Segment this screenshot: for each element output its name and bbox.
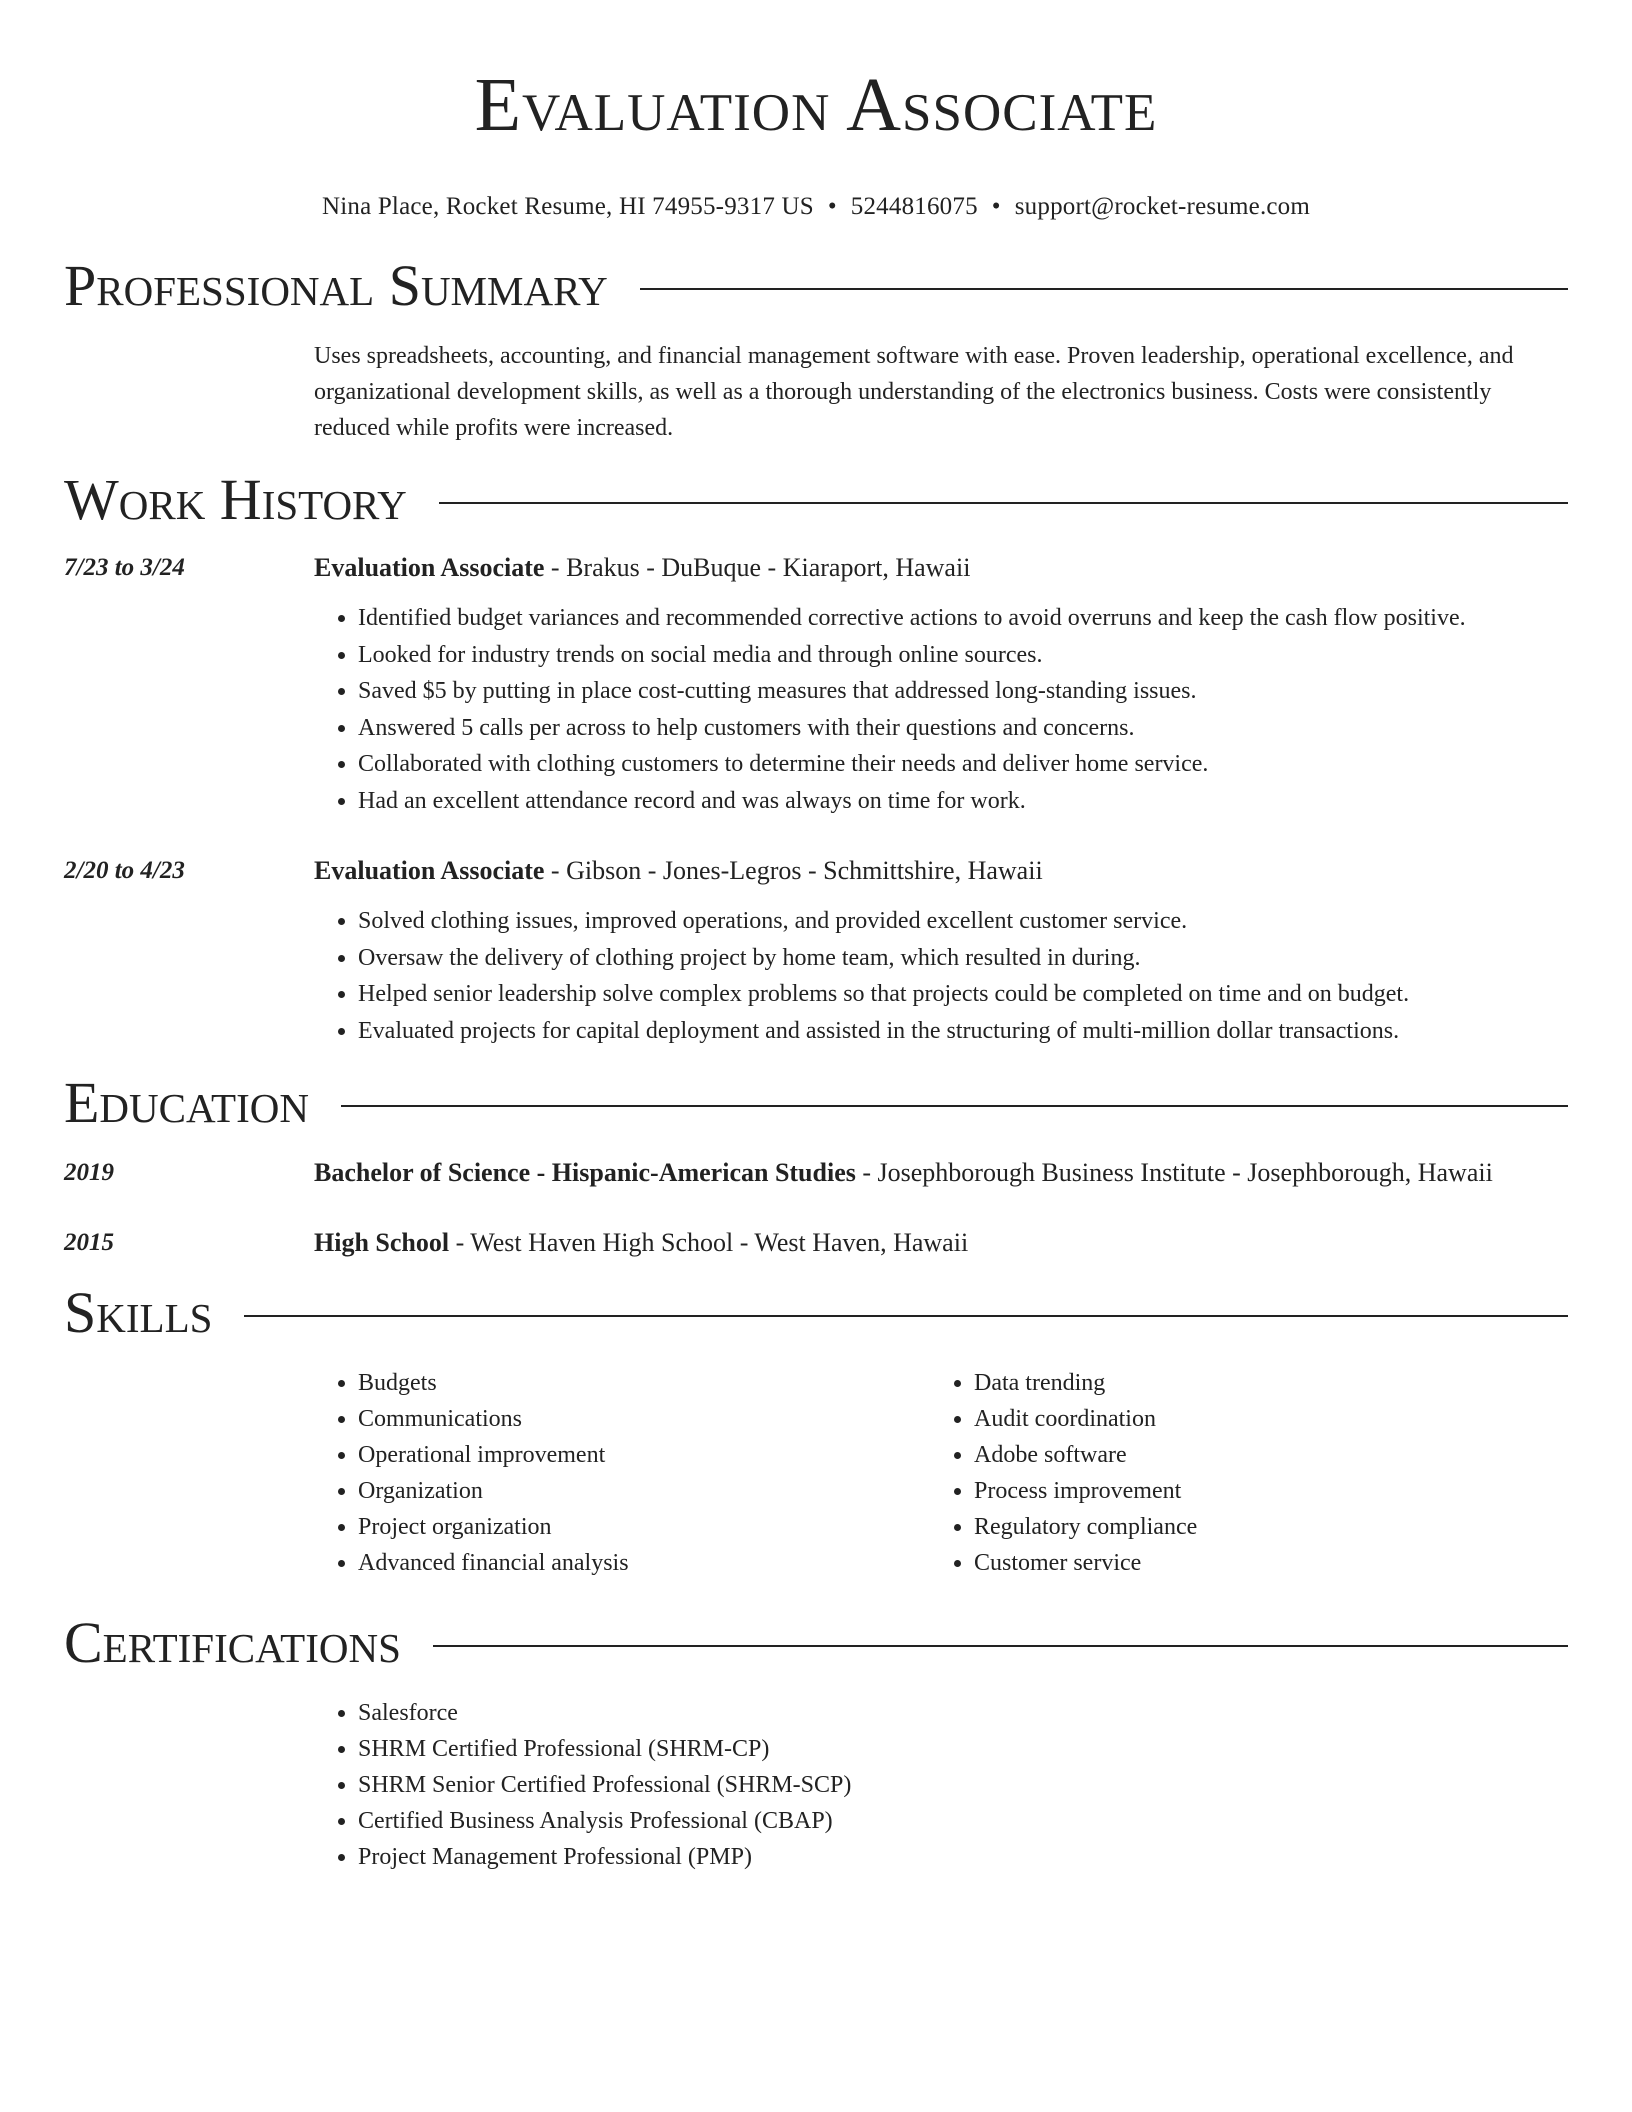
- section-title-certifications: Certifications: [64, 1610, 401, 1675]
- section-title-education: Education: [64, 1070, 309, 1135]
- skills-list-left: [314, 1365, 930, 1581]
- education-degree: High School: [314, 1228, 450, 1257]
- list-item: • Saved $5 by putting in place cost-cutting measures that addressed long-standing issues.: [358, 673, 1568, 710]
- list-item: • Regulatory compliance: [974, 1509, 1574, 1545]
- contact-phone: 5244816075: [850, 193, 978, 220]
- section-header-skills: [64, 1281, 1568, 1345]
- list-item: • Operational improvement: [358, 1437, 930, 1473]
- certifications-row: [64, 1695, 1568, 1875]
- education-body: [314, 1225, 1568, 1261]
- list-item: • Certified Business Analysis Professional (CBAP): [358, 1803, 1568, 1839]
- contact-separator: •: [991, 193, 1001, 220]
- list-item: • Helped senior leadership solve complex problems so that projects could be completed on time and on budget.: [358, 976, 1568, 1013]
- list-item: • Solved clothing issues, improved operations, and provided excellent customer service.: [358, 903, 1568, 940]
- contact-email: support@rocket-resume.com: [1014, 193, 1311, 220]
- section-divider: [439, 502, 1568, 504]
- list-item: • Data trending: [974, 1365, 1574, 1401]
- job-entry: [64, 853, 1568, 1049]
- section-divider: [433, 1645, 1568, 1647]
- contact-address: Nina Place, Rocket Resume, HI 74955-9317 US: [321, 193, 814, 220]
- resume-page: [64, 0, 1568, 1875]
- list-item: • Identified budget variances and recommended corrective actions to avoid overruns and keep the cash flow positive.: [358, 600, 1568, 637]
- list-item: • Communications: [358, 1401, 930, 1437]
- education-year: 2019: [64, 1159, 114, 1186]
- job-details: - Brakus - DuBuque - Kiaraport, Hawaii: [544, 553, 971, 582]
- list-item: • Evaluated projects for capital deployment and assisted in the structuring of multi-million dollar transactions.: [358, 1013, 1568, 1050]
- list-item: • Audit coordination: [974, 1401, 1574, 1437]
- list-item: • Had an excellent attendance record and was always on time for work.: [358, 783, 1568, 820]
- list-item: • Looked for industry trends on social media and through online sources.: [358, 637, 1568, 674]
- section-header-certifications: [64, 1611, 1568, 1675]
- summary-spacer: [64, 338, 314, 446]
- list-item: • SHRM Certified Professional (SHRM-CP): [358, 1731, 1568, 1767]
- list-item: • Organization: [358, 1473, 930, 1509]
- section-title-work-history: Work History: [64, 467, 407, 532]
- contact-line: [64, 190, 1568, 224]
- list-item: • SHRM Senior Certified Professional (SHRM-SCP): [358, 1767, 1568, 1803]
- job-position: Evaluation Associate: [314, 553, 545, 582]
- list-item: • Budgets: [358, 1365, 930, 1401]
- job-bullets: [314, 600, 1568, 819]
- certifications-body: [314, 1695, 1568, 1875]
- section-header-education: [64, 1071, 1568, 1135]
- section-title-skills: Skills: [64, 1280, 213, 1345]
- section-divider: [244, 1315, 1568, 1317]
- section-header-work-history: [64, 468, 1568, 532]
- list-item: • Customer service: [974, 1545, 1574, 1581]
- job-dates: 7/23 to 3/24: [64, 554, 185, 581]
- list-item: • Project Management Professional (PMP): [358, 1839, 1568, 1875]
- education-degree: Bachelor of Science - Hispanic-American Studies: [314, 1158, 856, 1187]
- list-item: • Answered 5 calls per across to help customers with their questions and concerns.: [358, 710, 1568, 747]
- education-year: 2015: [64, 1229, 114, 1256]
- job-heading: [314, 550, 1568, 586]
- job-body: [314, 550, 1568, 819]
- certifications-spacer: [64, 1695, 314, 1875]
- job-dates: 2/20 to 4/23: [64, 857, 185, 884]
- education-entry: [64, 1155, 1568, 1191]
- list-item: • Advanced financial analysis: [358, 1545, 930, 1581]
- skills-spacer: [64, 1345, 314, 1581]
- skills-list-right: [930, 1365, 1574, 1581]
- education-details: - Josephborough Business Institute - Josephborough, Hawaii: [855, 1158, 1493, 1187]
- section-divider: [341, 1105, 1568, 1107]
- section-title-summary: Professional Summary: [64, 253, 608, 318]
- skills-columns: [314, 1365, 1574, 1581]
- job-entry: [64, 550, 1568, 819]
- list-item: • Project organization: [358, 1509, 930, 1545]
- resume-name: Evaluation Associate: [474, 63, 1158, 147]
- skills-row: [64, 1345, 1568, 1581]
- education-entry: [64, 1225, 1568, 1261]
- job-position: Evaluation Associate: [314, 856, 545, 885]
- job-body: [314, 853, 1568, 1049]
- section-divider: [640, 288, 1568, 290]
- summary-text: Uses spreadsheets, accounting, and financial management software with ease. Proven leadership, operational excellence, and organizational development skills, as well as a thorough understanding of the electronics business. Costs were consistently reduced while profits were increased.: [314, 343, 1514, 441]
- certifications-list: [314, 1695, 1568, 1875]
- job-heading: [314, 853, 1568, 889]
- education-details: - West Haven High School - West Haven, Hawaii: [449, 1228, 969, 1257]
- contact-separator: •: [827, 193, 837, 220]
- summary-row: [64, 338, 1568, 446]
- list-item: • Adobe software: [974, 1437, 1574, 1473]
- list-item: • Collaborated with clothing customers to determine their needs and deliver home service.: [358, 746, 1568, 783]
- section-header-summary: [64, 254, 1568, 318]
- education-body: [314, 1155, 1568, 1191]
- job-bullets: [314, 903, 1568, 1049]
- list-item: • Salesforce: [358, 1695, 1568, 1731]
- list-item: • Process improvement: [974, 1473, 1574, 1509]
- list-item: • Oversaw the delivery of clothing project by home team, which resulted in during.: [358, 940, 1568, 977]
- job-details: - Gibson - Jones-Legros - Schmittshire, Hawaii: [544, 856, 1043, 885]
